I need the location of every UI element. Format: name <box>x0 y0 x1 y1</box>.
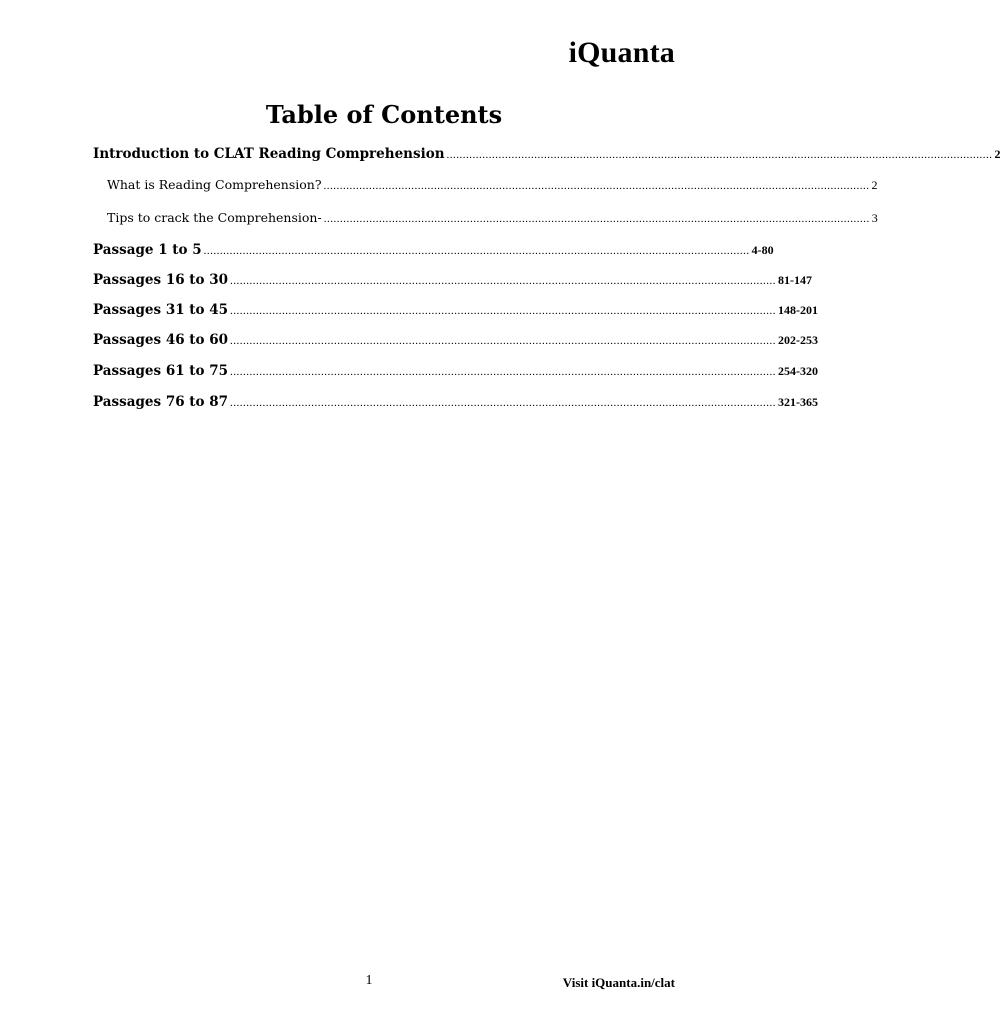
toc-page-number: 254-320 <box>778 364 819 378</box>
dot-leader: ........................................................................................................................................................................ <box>230 335 777 347</box>
footer-page-number: 1 <box>365 973 373 988</box>
footer-visit-link[interactable]: Visit iQuanta.in/clat <box>562 975 675 990</box>
toc-page-number: 321-365 <box>778 395 819 409</box>
toc-entry-passage-1-5[interactable] <box>93 242 774 258</box>
dot-leader: ........................................................................................................................................................................ <box>323 213 870 225</box>
toc-entry-label: What is Reading Comprehension? <box>107 177 322 192</box>
toc-entry-passages-16-30[interactable] <box>93 272 813 288</box>
toc-page-number: 202-253 <box>778 333 819 347</box>
brand-logo: iQuanta <box>568 36 675 69</box>
toc-page-number: 2 <box>871 178 878 192</box>
dot-leader: ........................................................................................................................................................................ <box>323 180 870 192</box>
dot-leader: ........................................................................................................................................................................ <box>230 366 777 378</box>
toc-entry-label: Tips to crack the Comprehension- <box>107 210 322 225</box>
toc-entry-passages-61-75[interactable] <box>93 363 819 379</box>
dot-leader: ........................................................................................................................................................................ <box>446 149 993 161</box>
toc-entry-passages-76-87[interactable] <box>93 394 819 410</box>
dot-leader: ........................................................................................................................................................................ <box>203 245 750 257</box>
toc-entry-introduction[interactable] <box>93 146 1001 162</box>
page-title: Table of Contents <box>265 100 503 129</box>
toc-entry-label: Passages 61 to 75 <box>93 363 229 379</box>
toc-entry-tips[interactable] <box>107 210 878 226</box>
toc-entry-label: Passages 46 to 60 <box>93 332 229 348</box>
toc-page-number: 3 <box>871 211 878 225</box>
toc-page-number: 148-201 <box>778 303 819 317</box>
toc-page-number: 4-80 <box>751 243 774 257</box>
dot-leader: ........................................................................................................................................................................ <box>230 305 777 317</box>
dot-leader: ........................................................................................................................................................................ <box>230 397 777 409</box>
toc-entry-label: Introduction to CLAT Reading Comprehension <box>93 146 445 162</box>
toc-page-number: 81-147 <box>778 273 813 287</box>
dot-leader: ........................................................................................................................................................................ <box>230 275 777 287</box>
toc-entry-passages-46-60[interactable] <box>93 332 819 348</box>
toc-entry-what-is-rc[interactable] <box>107 177 878 193</box>
toc-entry-label: Passages 31 to 45 <box>93 302 229 318</box>
toc-entry-label: Passages 16 to 30 <box>93 272 229 288</box>
toc-entry-passages-31-45[interactable] <box>93 302 819 318</box>
toc-page-number: 2 <box>994 147 1001 161</box>
toc-entry-label: Passage 1 to 5 <box>93 242 202 258</box>
toc-entry-label: Passages 76 to 87 <box>93 394 229 410</box>
